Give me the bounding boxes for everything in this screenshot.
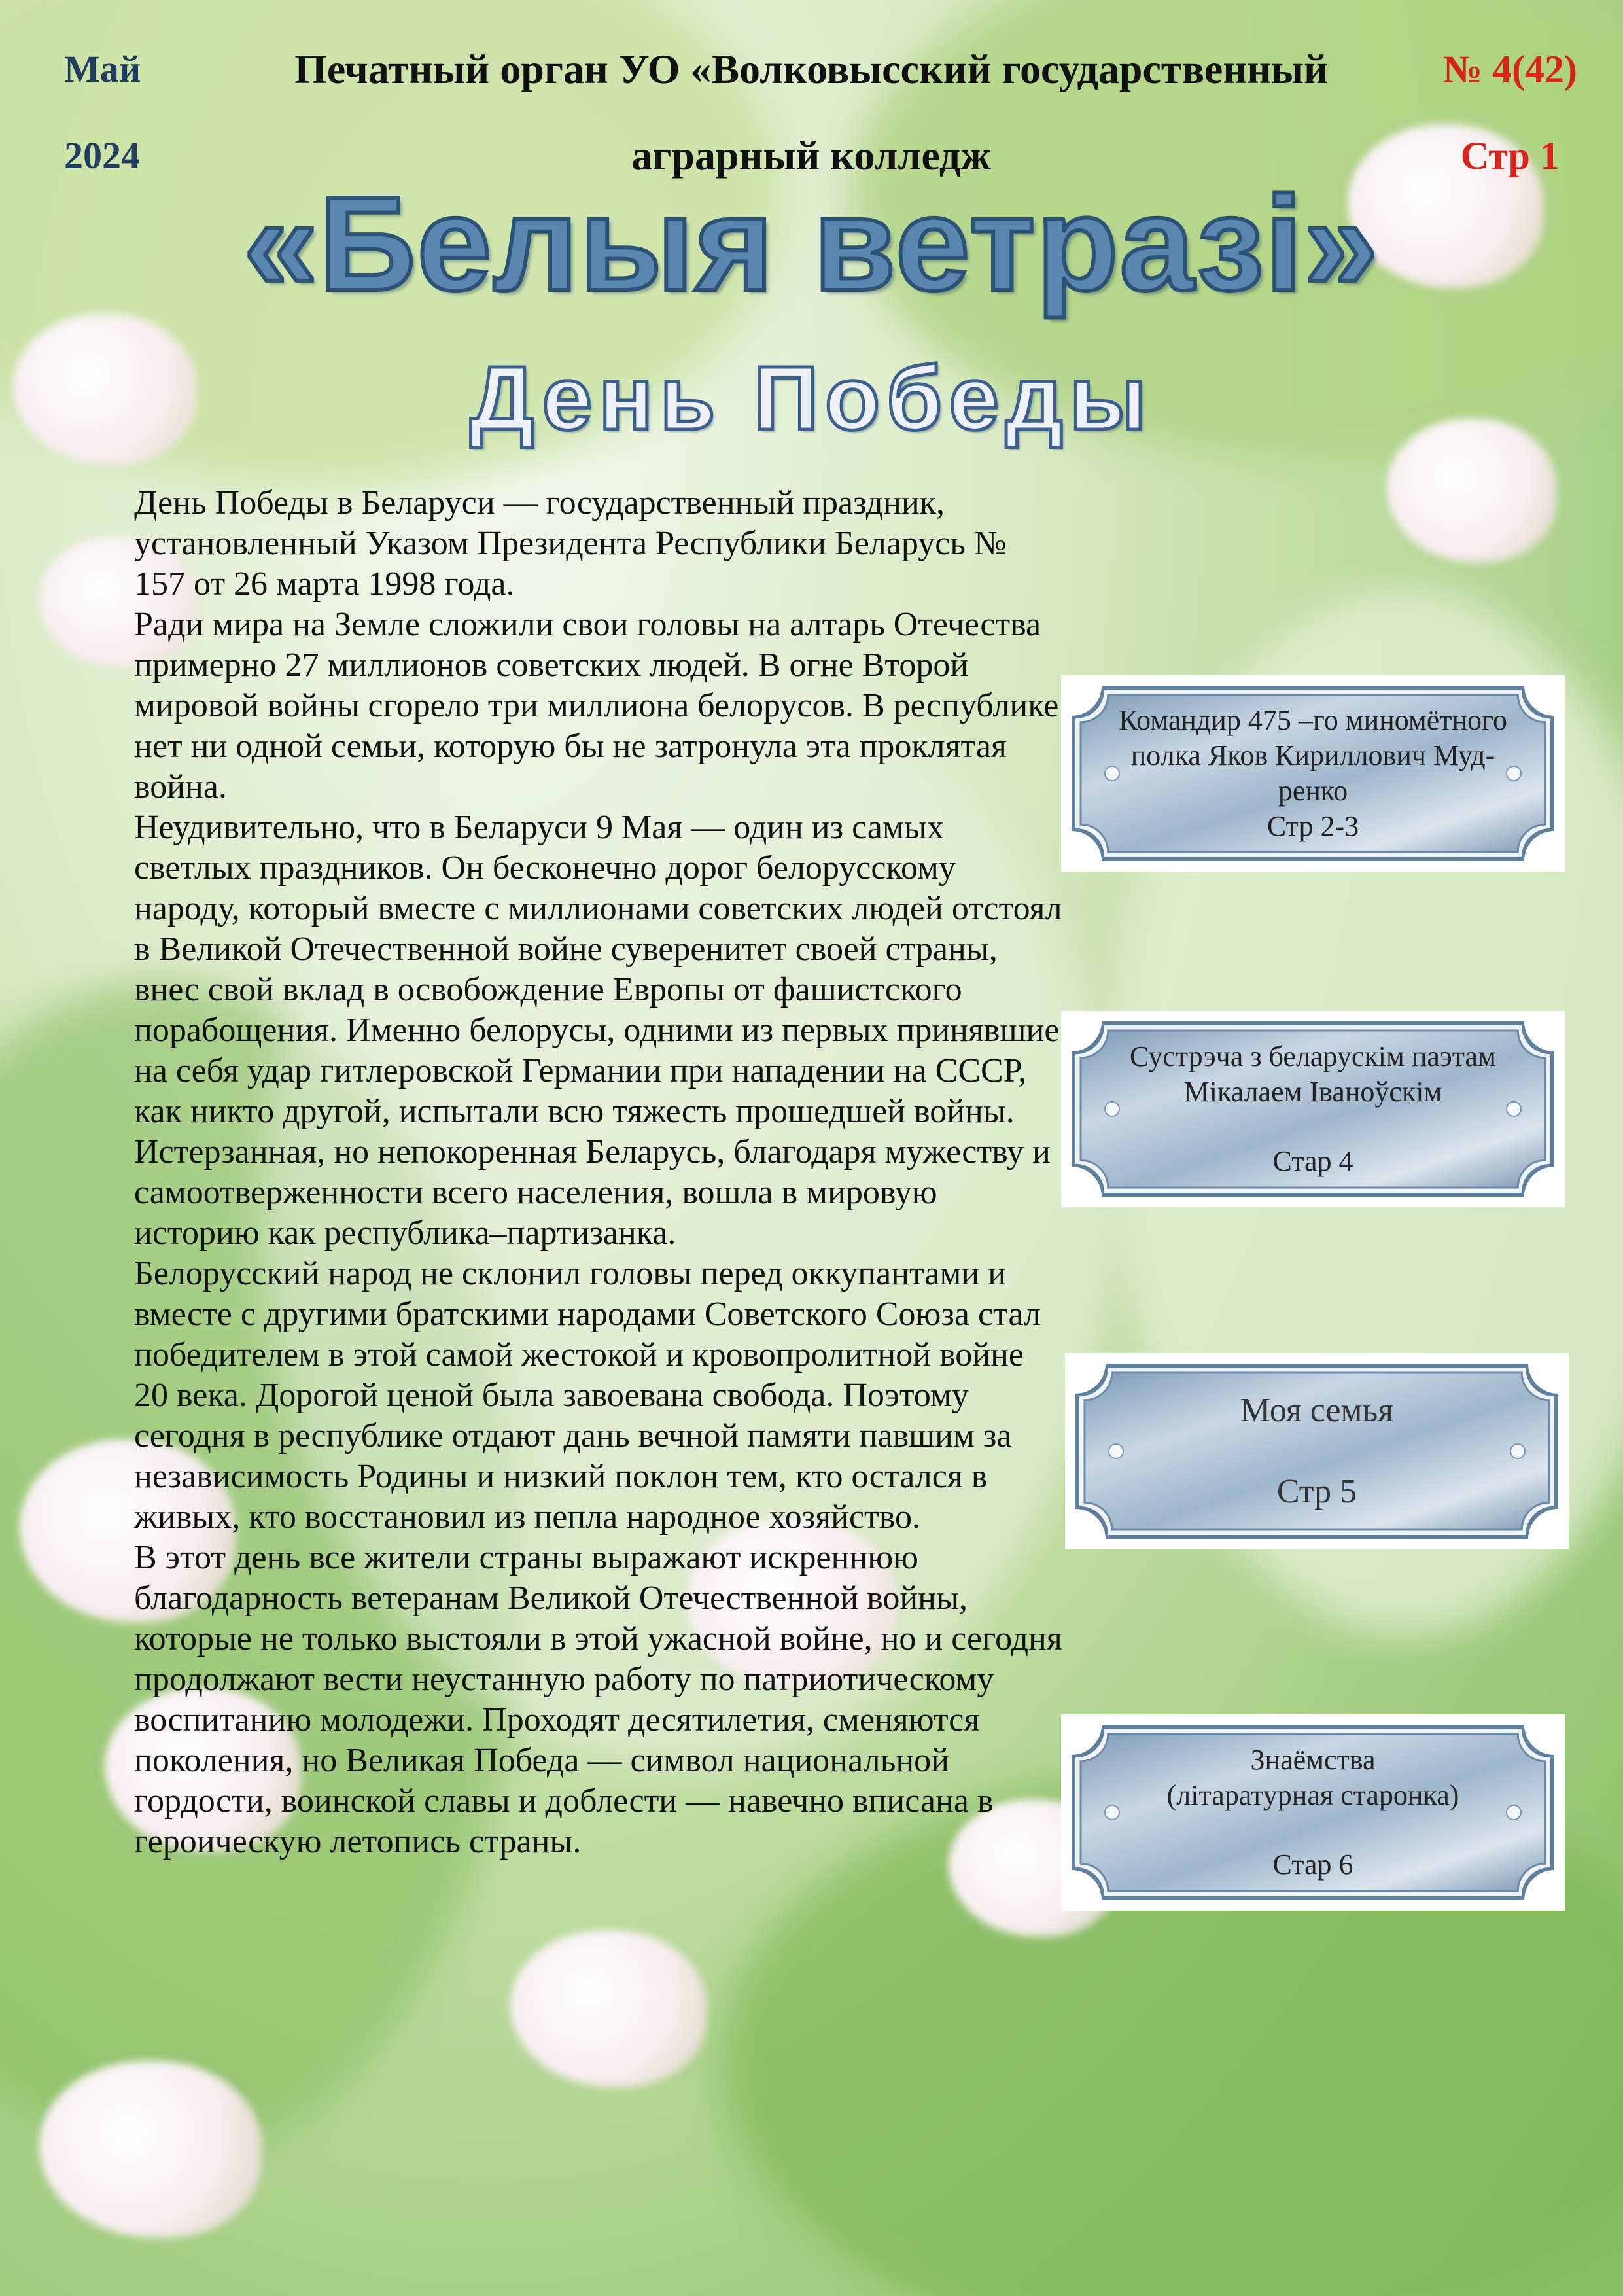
issue-month: Май xyxy=(64,48,141,90)
plaque-line: Знаёмства xyxy=(1250,1744,1376,1776)
plaque-page: Стар 4 xyxy=(1272,1145,1353,1177)
plaque-page: Стар 6 xyxy=(1272,1848,1353,1881)
plaque-line: Мікалаем Іваноўскім xyxy=(1183,1076,1442,1108)
plaque-line: Командир 475 –го миномётного xyxy=(1118,704,1508,736)
plaque-line: (літаратурная старонка) xyxy=(1166,1779,1459,1811)
article-paragraph: Ради мира на Земле сложили свои головы на алтарь Отечества примерно 27 миллионов советских людей. В огне Второй мировой войны сгорело три миллиона белорусов. В республике нет ни одной семьи, которую бы не затронула эта проклятая война. xyxy=(134,606,1059,805)
contents-plaque-literary-page[interactable] xyxy=(1061,1714,1565,1911)
plaque-line: Сустрэча з беларускім паэтам xyxy=(1130,1040,1496,1072)
article-body xyxy=(134,483,1063,1862)
masthead-subtitle: День Победы xyxy=(470,348,1153,449)
issue-year: 2024 xyxy=(64,134,140,177)
plaque-page: Стр 5 xyxy=(1276,1473,1357,1510)
issue-number: № 4(42) xyxy=(1442,48,1577,91)
page-number: Стр 1 xyxy=(1460,134,1560,177)
publisher-line-2: аграрный колледж xyxy=(631,132,991,179)
plaque-line: ренко xyxy=(1278,775,1348,807)
contents-plaque-poet-meeting[interactable] xyxy=(1061,1011,1565,1207)
article-paragraph: Белорусский народ не склонил головы перед оккупантами и вместе с другими братскими народами Советского Союза стал победителем в этой самой жестокой и кровопролитной войне 20 века. Дорогой ценой была завоевана свобода. Поэтому сегодня в республике отдают дань вечной памяти павшим за независимость Родины и низкий поклон тем, кто остался в живых, кто восстановил из пепла народное хозяйство. xyxy=(134,1255,1041,1536)
plaque-page: Стр 2-3 xyxy=(1266,810,1359,842)
publisher-line-1: Печатный орган УО «Волковысский государственный xyxy=(294,46,1328,92)
article-paragraph: Неудивительно, что в Беларуси 9 Мая — один из самых светлых праздников. Он бесконечно дорог белорусскому народу, который вместе с миллионами советских людей отстоял в Великой Отечественной войне суверенитет своей страны, внес свой вклад в освобождение Европы от фашистского порабощения. Именно белорусы, одними из первых принявшие на себя удар гитлеровской Германии при нападении на СССР, как никто другой, испытали всю тяжесть прошедшей войны. Истерзанная, но непокоренная Беларусь, благодаря мужеству и самоотверженности всего населения, вошла в мировую историю как республика–партизанка. xyxy=(134,809,1062,1252)
article-paragraph: День Победы в Беларуси — государственный праздник, установленный Указом Президента Республики Беларусь № 157 от 26 марта 1998 года. xyxy=(134,484,1007,603)
article-paragraph: В этот день все жители страны выражают искреннюю благодарность ветеранам Великой Отечественной войны, которые не только выстояли в этой ужасной войне, но и сегодня продолжают вести неустанную работу по патриотическому воспитанию молодежи. Проходят десятилетия, сменяются поколения, но Великая Победа — символ национальной гордости, воинской славы и доблести — навечно вписана в героическую летопись страны. xyxy=(134,1539,1062,1860)
plaque-line: Моя семья xyxy=(1240,1392,1394,1429)
contents-plaque-commander[interactable] xyxy=(1061,675,1565,872)
plaque-line: полка Яков Кириллович Муд- xyxy=(1130,739,1495,771)
masthead-title: «Белыя ветразі» xyxy=(243,169,1380,319)
contents-plaque-my-family[interactable] xyxy=(1065,1353,1569,1549)
